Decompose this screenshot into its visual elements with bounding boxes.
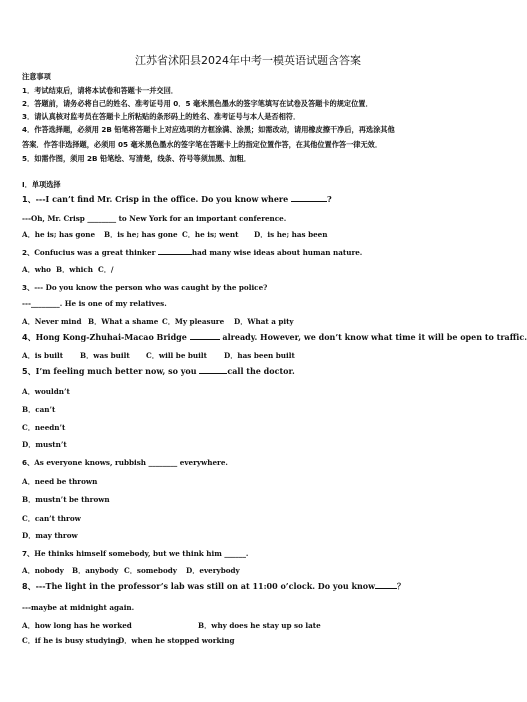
option-a: A．who <box>22 265 51 274</box>
question-2-options <box>22 265 482 274</box>
notice-item-3: 3．请认真核对监考员在答题卡上所粘贴的条形码上的姓名、准考证号与本人是否相符． <box>22 112 301 121</box>
option-a: A．how long has he worked <box>22 621 132 630</box>
option-d: D．when he stopped working <box>118 636 235 645</box>
question-number: 7、 <box>22 549 35 558</box>
notice-heading: 注意事项 <box>22 72 51 81</box>
question-stem: --- Do you know the person who was caught by the police? <box>34 283 268 292</box>
question-stem: As everyone knows, rubbish ________ everywhere. <box>34 458 228 467</box>
question-stem: ---I can’t find Mr. Crisp in the office. Do you know where <box>35 194 292 204</box>
question-5-option-a: A．wouldn’t <box>22 387 70 396</box>
option-b: B．is he; has gone <box>104 230 178 239</box>
option-b: B．was built <box>80 351 130 360</box>
section-heading: Ⅰ．单项选择 <box>22 180 61 189</box>
notice-item-1: 1．考试结束后，请将本试卷和答题卡一并交回． <box>22 86 178 95</box>
question-3 <box>22 283 482 292</box>
question-stem: He thinks himself somebody, but we think him ______. <box>34 549 249 558</box>
question-1-dialogue: ---Oh, Mr. Crisp ________ to New York for an important conference. <box>22 214 287 223</box>
question-8 <box>22 582 482 591</box>
option-d: D．What a pity <box>234 317 294 326</box>
option-d: D．has been built <box>224 351 295 360</box>
answer-blank <box>190 333 220 340</box>
question-5-option-c: C．needn’t <box>22 423 66 432</box>
option-a: A．Never mind <box>22 317 82 326</box>
option-c: C．if he is busy studying <box>22 636 121 645</box>
option-c: C．he is; went <box>182 230 239 239</box>
question-6 <box>22 458 482 467</box>
question-2 <box>22 248 482 257</box>
question-3-dialogue: ---________. He is one of my relatives. <box>22 299 167 308</box>
question-stem-end: already. However, we don’t know what time it will be open to traffic. <box>219 332 527 342</box>
question-number: 1、 <box>22 195 36 204</box>
question-stem-end: had many wise ideas about human nature. <box>191 248 363 257</box>
question-stem-end: call the doctor. <box>227 366 295 376</box>
question-8-options-row-2 <box>22 636 482 645</box>
question-5-option-b: B．can’t <box>22 405 56 414</box>
question-stem: I’m feeling much better now, so you <box>35 366 200 376</box>
question-6-option-a: A．need be thrown <box>22 477 98 486</box>
question-number: 4、 <box>22 333 36 342</box>
question-5-option-d: D．mustn’t <box>22 440 67 449</box>
option-b: B．anybody <box>72 566 119 575</box>
option-a: A．nobody <box>22 566 64 575</box>
question-1-options <box>22 230 482 239</box>
option-b: B．What a shame <box>88 317 159 326</box>
question-6-option-b: B．mustn’t be thrown <box>22 495 110 504</box>
option-b: B．why does he stay up so late <box>198 621 321 630</box>
option-d: D．is he; has been <box>254 230 328 239</box>
question-7-options <box>22 566 482 575</box>
answer-blank <box>158 248 192 255</box>
answer-blank <box>291 195 327 202</box>
option-a: A．he is; has gone <box>22 230 96 239</box>
question-stem: Hong Kong-Zhuhai-Macao Bridge <box>35 332 190 342</box>
option-c: C．somebody <box>124 566 177 575</box>
notice-item-4-cont: 答案．作答非选择题，必须用 05 毫米黑色墨水的签字笔在答题卡上的指定位置作答，在其他位置作答一律无效． <box>22 140 383 149</box>
question-7 <box>22 549 482 558</box>
question-6-option-c: C．can’t throw <box>22 514 81 523</box>
question-3-options <box>22 317 482 326</box>
notice-item-5: 5．如需作图，须用 2B 铅笔绘、写清楚，线条、符号等须加黑、加粗． <box>22 154 251 163</box>
question-number: 2、 <box>22 248 35 257</box>
question-4 <box>22 332 527 342</box>
question-stem-end: ？ <box>397 581 406 591</box>
question-number: 6、 <box>22 458 35 467</box>
notice-item-4: 4．作答选择题，必须用 2B 铅笔将答题卡上对应选项的方框涂满、涂黑；如需改动，请用橡皮擦干净后，再选涂其他 <box>22 125 395 134</box>
option-c: C．My pleasure <box>162 317 225 326</box>
question-5 <box>22 367 482 376</box>
answer-blank <box>375 582 397 589</box>
option-b: B．which <box>56 265 94 274</box>
page-title: 江苏省沭阳县2024年中考一模英语试题含答案 <box>135 54 361 67</box>
question-6-option-d: D．may throw <box>22 531 78 540</box>
option-a: A．is built <box>22 351 64 360</box>
question-number: 3、 <box>22 283 35 292</box>
option-c: C．will be built <box>146 351 207 360</box>
notice-item-2: 2．答题前，请务必将自己的姓名、准考证号用 0．5 毫米黑色墨水的签字笔填写在试卷及答题卡的规定位置． <box>22 99 373 108</box>
question-4-options <box>22 351 482 360</box>
option-d: D．everybody <box>186 566 240 575</box>
question-stem: ---The light in the professor’s lab was still on at 11:00 o’clock. Do you know <box>35 581 376 591</box>
option-c: C．/ <box>98 265 114 274</box>
question-8-dialogue: ---maybe at midnight again. <box>22 603 135 612</box>
question-number: 8、 <box>22 582 36 591</box>
question-number: 5、 <box>22 367 36 376</box>
question-stem: Confucius was a great thinker <box>34 248 158 257</box>
question-8-options-row-1 <box>22 621 482 630</box>
question-stem-end: ? <box>327 194 332 204</box>
answer-blank <box>199 367 227 374</box>
question-1 <box>22 195 482 204</box>
